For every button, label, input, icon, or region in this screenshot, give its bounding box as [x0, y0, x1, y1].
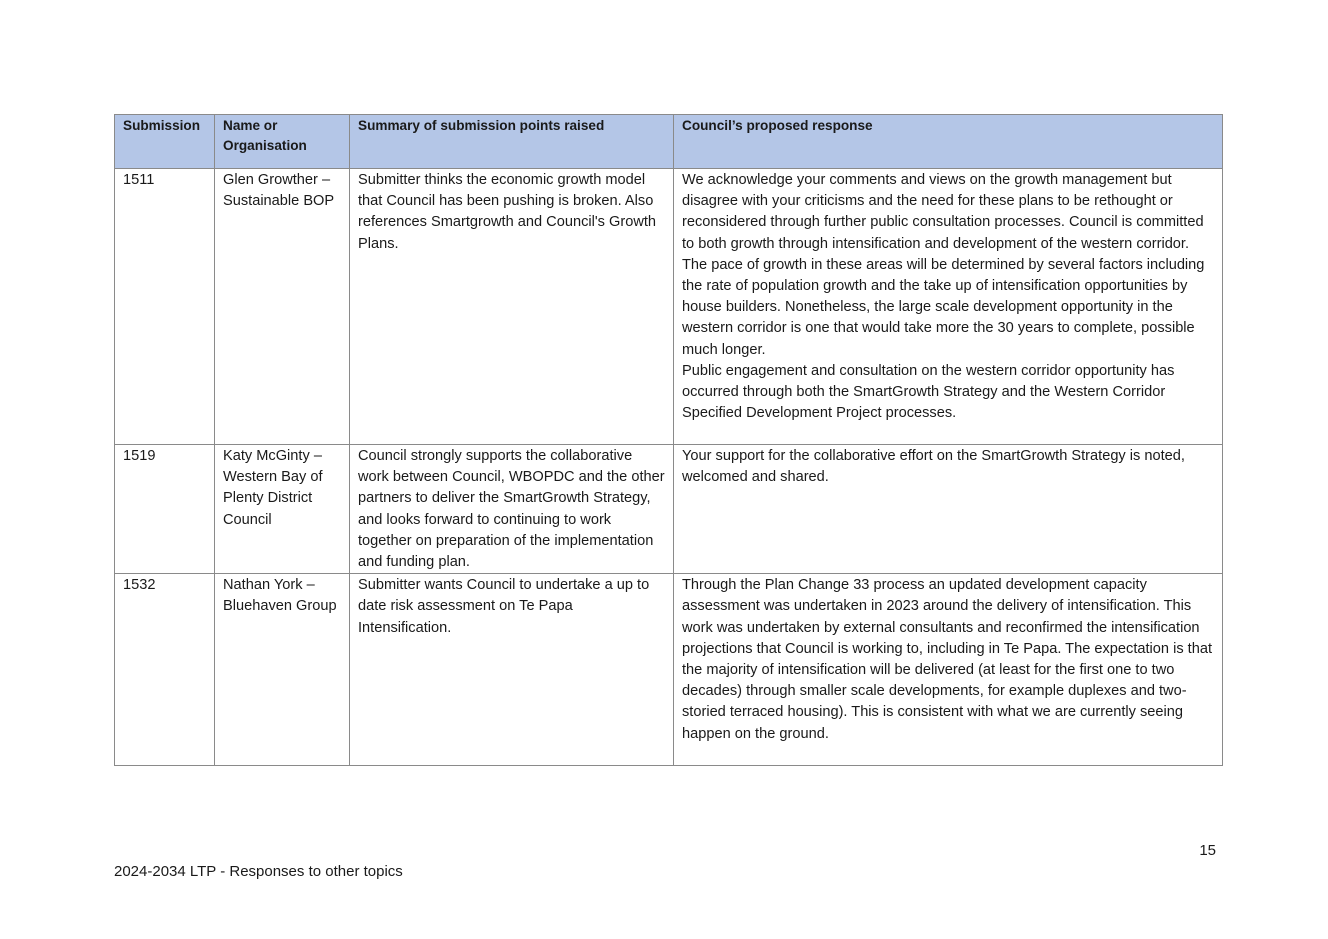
- submission-summary: Submitter thinks the economic growth model that Council has been pushing is broken. Also references Smartgrowth and Council's Growth Plans.: [350, 169, 674, 445]
- submission-number: 1519: [115, 445, 215, 574]
- submitter-name: Glen Growther – Sustainable BOP: [215, 169, 350, 445]
- header-row: [115, 115, 1223, 169]
- council-response: [674, 169, 1223, 445]
- header-submission: Submission: [115, 115, 215, 169]
- header-council-response: Council’s proposed response: [674, 115, 1223, 169]
- submission-summary: Council strongly supports the collaborative work between Council, WBOPDC and the other partners to deliver the SmartGrowth Strategy, and looks forward to continuing to work together on preparation of the implementation and funding plan.: [350, 445, 674, 574]
- council-response-paragraph: Through the Plan Change 33 process an updated development capacity assessment was undertaken in 2023 around the delivery of intensification. This work was undertaken by external consultants and reconfirmed the intensification projections that Council is working to, including in Te Papa. The expectation is that the majority of intensification will be delivered (at least for the first one to two decades) through smaller scale developments, for example duplexes and two-storied terraced housing). This is consistent with what we are currently seeing happen on the ground.: [682, 577, 1213, 742]
- header-summary: Summary of submission points raised: [350, 115, 674, 169]
- council-response-paragraph: Public engagement and consultation on the western corridor opportunity has occurred through both the SmartGrowth Strategy and the Western Corridor Specified Development Project processes.: [682, 362, 1175, 422]
- submitter-name: Katy McGinty – Western Bay of Plenty District Council: [215, 445, 350, 574]
- table-row: [115, 574, 1223, 766]
- council-response-paragraph: Your support for the collaborative effort on the SmartGrowth Strategy is noted, welcomed and shared.: [682, 448, 1185, 486]
- table-row: [115, 445, 1223, 574]
- council-response-paragraph: We acknowledge your comments and views on the growth management but disagree with your criticisms and the need for these plans to be rethought or reconsidered through further public consultation processes. Council is committed to both growth through intensification and development of the western corridor. The pace of growth in these areas will be determined by several factors including the rate of population growth and the take up of intensification opportunities by house builders. Nonetheless, the large scale development opportunity in the western corridor is one that would take more the 30 years to complete, possible much longer.: [682, 172, 1205, 358]
- table-body: [115, 169, 1223, 766]
- council-response: [674, 574, 1223, 766]
- submitter-name: Nathan York – Bluehaven Group: [215, 574, 350, 766]
- footer-document-title: 2024-2034 LTP - Responses to other topics: [114, 863, 403, 880]
- submission-number: 1532: [115, 574, 215, 766]
- submissions-table: [114, 114, 1223, 766]
- submission-number: 1511: [115, 169, 215, 445]
- council-response: [674, 445, 1223, 574]
- table-header: [115, 115, 1223, 169]
- header-name-or-organisation: Name or Organisation: [215, 115, 350, 169]
- page-number: 15: [1199, 842, 1216, 859]
- table-row: [115, 169, 1223, 445]
- submission-summary: Submitter wants Council to undertake a up to date risk assessment on Te Papa Intensification.: [350, 574, 674, 766]
